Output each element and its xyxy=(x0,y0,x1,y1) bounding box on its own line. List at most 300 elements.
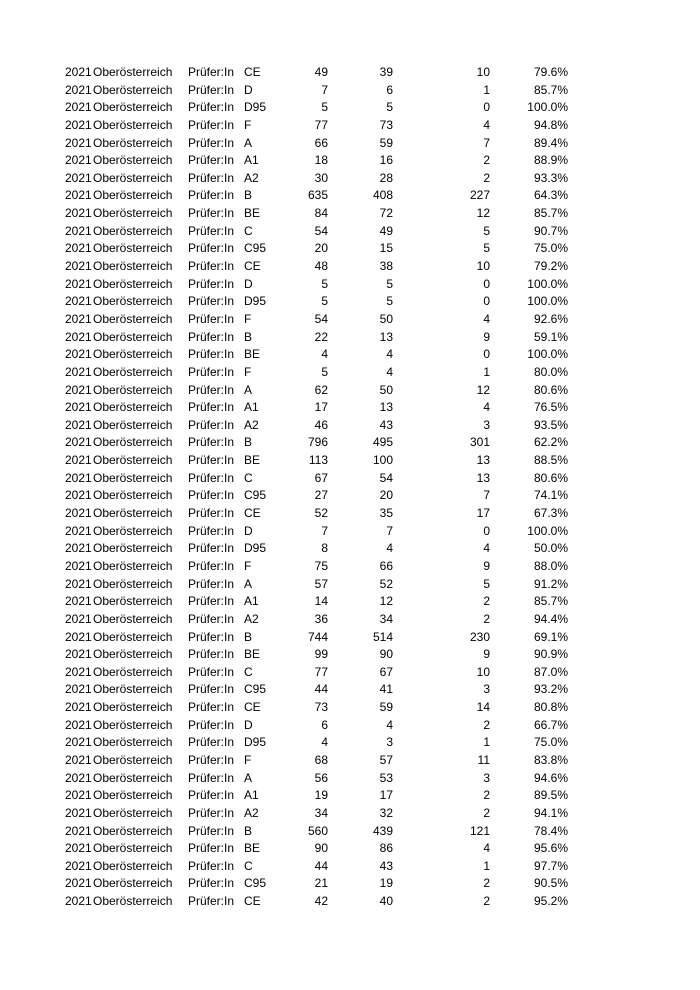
total-count-cell: 5 xyxy=(321,276,328,291)
total-count-cell: 4 xyxy=(321,735,328,750)
passed-count-cell: 4 xyxy=(386,364,393,379)
license-class-cell: BE xyxy=(244,647,261,662)
region-cell: Oberösterreich xyxy=(93,611,173,626)
year-cell: 2021 xyxy=(65,276,92,291)
year-cell: 2021 xyxy=(65,647,92,662)
table-row xyxy=(0,452,700,470)
region-cell: Oberösterreich xyxy=(93,752,173,767)
passed-count-cell: 90 xyxy=(379,647,393,662)
region-cell: Oberösterreich xyxy=(93,311,173,326)
year-cell: 2021 xyxy=(65,594,92,609)
table-row xyxy=(0,399,700,417)
year-cell: 2021 xyxy=(65,117,92,132)
year-cell: 2021 xyxy=(65,294,92,309)
region-cell: Oberösterreich xyxy=(93,647,173,662)
year-cell: 2021 xyxy=(65,752,92,767)
region-cell: Oberösterreich xyxy=(93,82,173,97)
year-cell: 2021 xyxy=(65,894,92,909)
year-cell: 2021 xyxy=(65,506,92,521)
year-cell: 2021 xyxy=(65,100,92,115)
pass-rate-cell: 97.7% xyxy=(533,858,568,873)
total-count-cell: 56 xyxy=(314,770,328,785)
pass-rate-cell: 85.7% xyxy=(533,82,568,97)
passed-count-cell: 50 xyxy=(379,311,393,326)
region-cell: Oberösterreich xyxy=(93,259,173,274)
region-cell: Oberösterreich xyxy=(93,841,173,856)
failed-count-cell: 2 xyxy=(483,805,490,820)
total-count-cell: 54 xyxy=(314,311,328,326)
role-cell: Prüfer:In xyxy=(188,752,235,767)
passed-count-cell: 13 xyxy=(379,329,393,344)
region-cell: Oberösterreich xyxy=(93,541,173,556)
year-cell: 2021 xyxy=(65,523,92,538)
passed-count-cell: 5 xyxy=(386,276,393,291)
table-row xyxy=(0,770,700,788)
passed-count-cell: 52 xyxy=(379,576,393,591)
pass-rate-cell: 93.3% xyxy=(533,170,568,185)
pass-rate-cell: 90.7% xyxy=(533,223,568,238)
failed-count-cell: 2 xyxy=(483,153,490,168)
table-row xyxy=(0,205,700,223)
total-count-cell: 4 xyxy=(321,347,328,362)
region-cell: Oberösterreich xyxy=(93,576,173,591)
year-cell: 2021 xyxy=(65,400,92,415)
role-cell: Prüfer:In xyxy=(188,417,235,432)
role-cell: Prüfer:In xyxy=(188,206,235,221)
pass-rate-cell: 59.1% xyxy=(533,329,568,344)
failed-count-cell: 3 xyxy=(483,417,490,432)
license-class-cell: B xyxy=(244,629,253,644)
passed-count-cell: 4 xyxy=(386,541,393,556)
role-cell: Prüfer:In xyxy=(188,876,235,891)
role-cell: Prüfer:In xyxy=(188,664,235,679)
table-row xyxy=(0,276,700,294)
license-class-cell: A xyxy=(244,576,253,591)
table-row xyxy=(0,258,700,276)
total-count-cell: 5 xyxy=(321,294,328,309)
pass-rate-cell: 50.0% xyxy=(533,541,568,556)
year-cell: 2021 xyxy=(65,858,92,873)
region-cell: Oberösterreich xyxy=(93,100,173,115)
license-class-cell: F xyxy=(244,117,252,132)
passed-count-cell: 59 xyxy=(379,135,393,150)
passed-count-cell: 67 xyxy=(379,664,393,679)
year-cell: 2021 xyxy=(65,347,92,362)
role-cell: Prüfer:In xyxy=(188,223,235,238)
total-count-cell: 22 xyxy=(314,329,328,344)
license-class-cell: B xyxy=(244,435,253,450)
total-count-cell: 8 xyxy=(321,541,328,556)
table-row xyxy=(0,170,700,188)
table-row xyxy=(0,487,700,505)
passed-count-cell: 19 xyxy=(379,876,393,891)
passed-count-cell: 50 xyxy=(379,382,393,397)
total-count-cell: 77 xyxy=(314,117,328,132)
total-count-cell: 796 xyxy=(307,435,328,450)
failed-count-cell: 4 xyxy=(483,541,490,556)
license-class-cell: D95 xyxy=(244,294,267,309)
failed-count-cell: 2 xyxy=(483,894,490,909)
role-cell: Prüfer:In xyxy=(188,329,235,344)
table-row xyxy=(0,593,700,611)
total-count-cell: 66 xyxy=(314,135,328,150)
role-cell: Prüfer:In xyxy=(188,894,235,909)
table-row xyxy=(0,223,700,241)
total-count-cell: 27 xyxy=(314,488,328,503)
pass-rate-cell: 94.1% xyxy=(533,805,568,820)
license-class-cell: BE xyxy=(244,453,261,468)
total-count-cell: 57 xyxy=(314,576,328,591)
total-count-cell: 77 xyxy=(314,664,328,679)
pass-rate-cell: 94.8% xyxy=(533,117,568,132)
table-row xyxy=(0,734,700,752)
license-class-cell: D xyxy=(244,717,253,732)
role-cell: Prüfer:In xyxy=(188,453,235,468)
failed-count-cell: 2 xyxy=(483,717,490,732)
region-cell: Oberösterreich xyxy=(93,788,173,803)
license-class-cell: A1 xyxy=(244,153,259,168)
pass-rate-cell: 75.0% xyxy=(533,241,568,256)
passed-count-cell: 6 xyxy=(386,82,393,97)
role-cell: Prüfer:In xyxy=(188,506,235,521)
year-cell: 2021 xyxy=(65,65,92,79)
license-class-cell: B xyxy=(244,329,253,344)
license-class-cell: A2 xyxy=(244,805,259,820)
license-class-cell: C xyxy=(244,470,253,485)
total-count-cell: 19 xyxy=(314,788,328,803)
region-cell: Oberösterreich xyxy=(93,858,173,873)
passed-count-cell: 4 xyxy=(386,717,393,732)
failed-count-cell: 1 xyxy=(483,735,490,750)
region-cell: Oberösterreich xyxy=(93,382,173,397)
table-row xyxy=(0,240,700,258)
region-cell: Oberösterreich xyxy=(93,770,173,785)
year-cell: 2021 xyxy=(65,364,92,379)
table-row xyxy=(0,99,700,117)
pass-rate-cell: 94.4% xyxy=(533,611,568,626)
total-count-cell: 6 xyxy=(321,717,328,732)
license-class-cell: D95 xyxy=(244,735,267,750)
role-cell: Prüfer:In xyxy=(188,276,235,291)
table-row xyxy=(0,646,700,664)
table-row xyxy=(0,311,700,329)
year-cell: 2021 xyxy=(65,805,92,820)
year-cell: 2021 xyxy=(65,329,92,344)
failed-count-cell: 11 xyxy=(477,752,490,767)
pass-rate-cell: 80.6% xyxy=(533,382,568,397)
passed-count-cell: 57 xyxy=(379,752,393,767)
region-cell: Oberösterreich xyxy=(93,65,173,79)
passed-count-cell: 5 xyxy=(386,100,393,115)
year-cell: 2021 xyxy=(65,664,92,679)
failed-count-cell: 10 xyxy=(476,65,490,79)
pass-rate-cell: 79.6% xyxy=(533,65,568,79)
role-cell: Prüfer:In xyxy=(188,770,235,785)
role-cell: Prüfer:In xyxy=(188,65,235,79)
year-cell: 2021 xyxy=(65,576,92,591)
role-cell: Prüfer:In xyxy=(188,170,235,185)
pass-rate-cell: 85.7% xyxy=(533,594,568,609)
role-cell: Prüfer:In xyxy=(188,629,235,644)
role-cell: Prüfer:In xyxy=(188,135,235,150)
pass-rate-cell: 100.0% xyxy=(527,276,568,291)
passed-count-cell: 35 xyxy=(379,506,393,521)
pass-rate-cell: 85.7% xyxy=(533,206,568,221)
table-row xyxy=(0,576,700,594)
total-count-cell: 744 xyxy=(307,629,328,644)
license-class-cell: D xyxy=(244,82,253,97)
year-cell: 2021 xyxy=(65,206,92,221)
year-cell: 2021 xyxy=(65,611,92,626)
pass-rate-cell: 83.8% xyxy=(533,752,568,767)
role-cell: Prüfer:In xyxy=(188,647,235,662)
table-row xyxy=(0,417,700,435)
license-class-cell: CE xyxy=(244,894,261,909)
failed-count-cell: 4 xyxy=(483,400,490,415)
license-class-cell: D xyxy=(244,523,253,538)
pass-rate-cell: 79.2% xyxy=(533,259,568,274)
year-cell: 2021 xyxy=(65,541,92,556)
failed-count-cell: 10 xyxy=(476,664,490,679)
license-class-cell: C95 xyxy=(244,488,267,503)
failed-count-cell: 7 xyxy=(483,135,490,150)
total-count-cell: 75 xyxy=(314,558,328,573)
passed-count-cell: 66 xyxy=(379,558,393,573)
table-row xyxy=(0,681,700,699)
passed-count-cell: 86 xyxy=(379,841,393,856)
role-cell: Prüfer:In xyxy=(188,188,235,203)
total-count-cell: 48 xyxy=(314,259,328,274)
pass-rate-cell: 74.1% xyxy=(533,488,568,503)
failed-count-cell: 3 xyxy=(483,682,490,697)
passed-count-cell: 73 xyxy=(379,117,393,132)
failed-count-cell: 230 xyxy=(469,629,490,644)
pass-rate-cell: 87.0% xyxy=(533,664,568,679)
failed-count-cell: 1 xyxy=(483,858,490,873)
year-cell: 2021 xyxy=(65,823,92,838)
year-cell: 2021 xyxy=(65,241,92,256)
passed-count-cell: 439 xyxy=(372,823,393,838)
pass-rate-cell: 69.1% xyxy=(533,629,568,644)
total-count-cell: 62 xyxy=(314,382,328,397)
year-cell: 2021 xyxy=(65,770,92,785)
total-count-cell: 36 xyxy=(314,611,328,626)
pass-rate-cell: 100.0% xyxy=(527,100,568,115)
role-cell: Prüfer:In xyxy=(188,735,235,750)
table-row xyxy=(0,540,700,558)
pass-rate-cell: 95.6% xyxy=(533,841,568,856)
role-cell: Prüfer:In xyxy=(188,400,235,415)
role-cell: Prüfer:In xyxy=(188,435,235,450)
total-count-cell: 7 xyxy=(321,82,328,97)
region-cell: Oberösterreich xyxy=(93,400,173,415)
role-cell: Prüfer:In xyxy=(188,541,235,556)
license-class-cell: A xyxy=(244,382,253,397)
year-cell: 2021 xyxy=(65,682,92,697)
pass-rate-cell: 90.5% xyxy=(533,876,568,891)
license-class-cell: F xyxy=(244,752,252,767)
year-cell: 2021 xyxy=(65,135,92,150)
region-cell: Oberösterreich xyxy=(93,664,173,679)
license-class-cell: BE xyxy=(244,347,261,362)
passed-count-cell: 16 xyxy=(379,153,393,168)
region-cell: Oberösterreich xyxy=(93,717,173,732)
total-count-cell: 5 xyxy=(321,364,328,379)
passed-count-cell: 72 xyxy=(379,206,393,221)
table-row xyxy=(0,629,700,647)
passed-count-cell: 59 xyxy=(379,700,393,715)
role-cell: Prüfer:In xyxy=(188,470,235,485)
failed-count-cell: 121 xyxy=(469,823,490,838)
role-cell: Prüfer:In xyxy=(188,805,235,820)
table-row xyxy=(0,135,700,153)
year-cell: 2021 xyxy=(65,488,92,503)
role-cell: Prüfer:In xyxy=(188,82,235,97)
failed-count-cell: 1 xyxy=(483,364,490,379)
total-count-cell: 54 xyxy=(314,223,328,238)
pass-rate-cell: 78.4% xyxy=(533,823,568,838)
passed-count-cell: 43 xyxy=(379,417,393,432)
table-row xyxy=(0,523,700,541)
role-cell: Prüfer:In xyxy=(188,153,235,168)
pass-rate-cell: 93.5% xyxy=(533,417,568,432)
failed-count-cell: 13 xyxy=(476,470,490,485)
pass-rate-cell: 64.3% xyxy=(533,188,568,203)
year-cell: 2021 xyxy=(65,558,92,573)
year-cell: 2021 xyxy=(65,470,92,485)
passed-count-cell: 100 xyxy=(372,453,393,468)
passed-count-cell: 15 xyxy=(379,241,393,256)
failed-count-cell: 1 xyxy=(483,82,490,97)
pass-rate-cell: 92.6% xyxy=(533,311,568,326)
year-cell: 2021 xyxy=(65,876,92,891)
failed-count-cell: 10 xyxy=(476,259,490,274)
region-cell: Oberösterreich xyxy=(93,241,173,256)
license-class-cell: A2 xyxy=(244,611,259,626)
license-class-cell: C xyxy=(244,664,253,679)
total-count-cell: 30 xyxy=(314,170,328,185)
failed-count-cell: 7 xyxy=(483,488,490,503)
table-row xyxy=(0,117,700,135)
passed-count-cell: 54 xyxy=(379,470,393,485)
total-count-cell: 73 xyxy=(314,700,328,715)
failed-count-cell: 301 xyxy=(469,435,490,450)
license-class-cell: C95 xyxy=(244,682,267,697)
region-cell: Oberösterreich xyxy=(93,805,173,820)
license-class-cell: A xyxy=(244,770,253,785)
table-row xyxy=(0,858,700,876)
pass-rate-cell: 88.5% xyxy=(533,453,568,468)
region-cell: Oberösterreich xyxy=(93,700,173,715)
table-row xyxy=(0,840,700,858)
passed-count-cell: 38 xyxy=(379,259,393,274)
license-class-cell: D95 xyxy=(244,100,267,115)
table-row xyxy=(0,329,700,347)
table-row xyxy=(0,893,700,911)
table-row xyxy=(0,699,700,717)
pass-rate-cell: 100.0% xyxy=(527,347,568,362)
license-class-cell: CE xyxy=(244,700,261,715)
pass-rate-cell: 75.0% xyxy=(533,735,568,750)
table-row xyxy=(0,64,700,82)
license-class-cell: F xyxy=(244,558,252,573)
failed-count-cell: 5 xyxy=(483,241,490,256)
role-cell: Prüfer:In xyxy=(188,858,235,873)
failed-count-cell: 2 xyxy=(483,788,490,803)
table-row xyxy=(0,823,700,841)
table-row xyxy=(0,717,700,735)
role-cell: Prüfer:In xyxy=(188,364,235,379)
total-count-cell: 7 xyxy=(321,523,328,538)
total-count-cell: 68 xyxy=(314,752,328,767)
region-cell: Oberösterreich xyxy=(93,117,173,132)
pass-rate-cell: 80.8% xyxy=(533,700,568,715)
license-class-cell: B xyxy=(244,823,253,838)
table-row xyxy=(0,787,700,805)
total-count-cell: 67 xyxy=(314,470,328,485)
region-cell: Oberösterreich xyxy=(93,294,173,309)
pass-rate-cell: 100.0% xyxy=(527,294,568,309)
failed-count-cell: 13 xyxy=(476,453,490,468)
license-class-cell: BE xyxy=(244,841,261,856)
region-cell: Oberösterreich xyxy=(93,682,173,697)
region-cell: Oberösterreich xyxy=(93,435,173,450)
license-class-cell: CE xyxy=(244,65,261,79)
failed-count-cell: 4 xyxy=(483,117,490,132)
year-cell: 2021 xyxy=(65,717,92,732)
failed-count-cell: 0 xyxy=(483,100,490,115)
role-cell: Prüfer:In xyxy=(188,788,235,803)
passed-count-cell: 34 xyxy=(379,611,393,626)
failed-count-cell: 4 xyxy=(483,311,490,326)
total-count-cell: 49 xyxy=(314,65,328,79)
license-class-cell: F xyxy=(244,311,252,326)
role-cell: Prüfer:In xyxy=(188,347,235,362)
license-class-cell: CE xyxy=(244,259,261,274)
role-cell: Prüfer:In xyxy=(188,117,235,132)
year-cell: 2021 xyxy=(65,259,92,274)
pass-rate-cell: 76.5% xyxy=(533,400,568,415)
failed-count-cell: 14 xyxy=(476,700,490,715)
passed-count-cell: 408 xyxy=(372,188,393,203)
pass-rate-cell: 94.6% xyxy=(533,770,568,785)
region-cell: Oberösterreich xyxy=(93,417,173,432)
region-cell: Oberösterreich xyxy=(93,170,173,185)
passed-count-cell: 12 xyxy=(379,594,393,609)
role-cell: Prüfer:In xyxy=(188,259,235,274)
failed-count-cell: 227 xyxy=(469,188,490,203)
pass-rate-cell: 88.9% xyxy=(533,153,568,168)
total-count-cell: 20 xyxy=(314,241,328,256)
passed-count-cell: 39 xyxy=(379,65,393,79)
role-cell: Prüfer:In xyxy=(188,576,235,591)
license-class-cell: F xyxy=(244,364,252,379)
table-row xyxy=(0,187,700,205)
total-count-cell: 34 xyxy=(314,805,328,820)
license-class-cell: C95 xyxy=(244,241,267,256)
license-class-cell: D95 xyxy=(244,541,267,556)
table-row xyxy=(0,152,700,170)
license-class-cell: D xyxy=(244,276,253,291)
year-cell: 2021 xyxy=(65,188,92,203)
table-row xyxy=(0,346,700,364)
table-row xyxy=(0,434,700,452)
license-class-cell: A xyxy=(244,135,253,150)
year-cell: 2021 xyxy=(65,223,92,238)
region-cell: Oberösterreich xyxy=(93,523,173,538)
region-cell: Oberösterreich xyxy=(93,153,173,168)
total-count-cell: 21 xyxy=(314,876,328,891)
